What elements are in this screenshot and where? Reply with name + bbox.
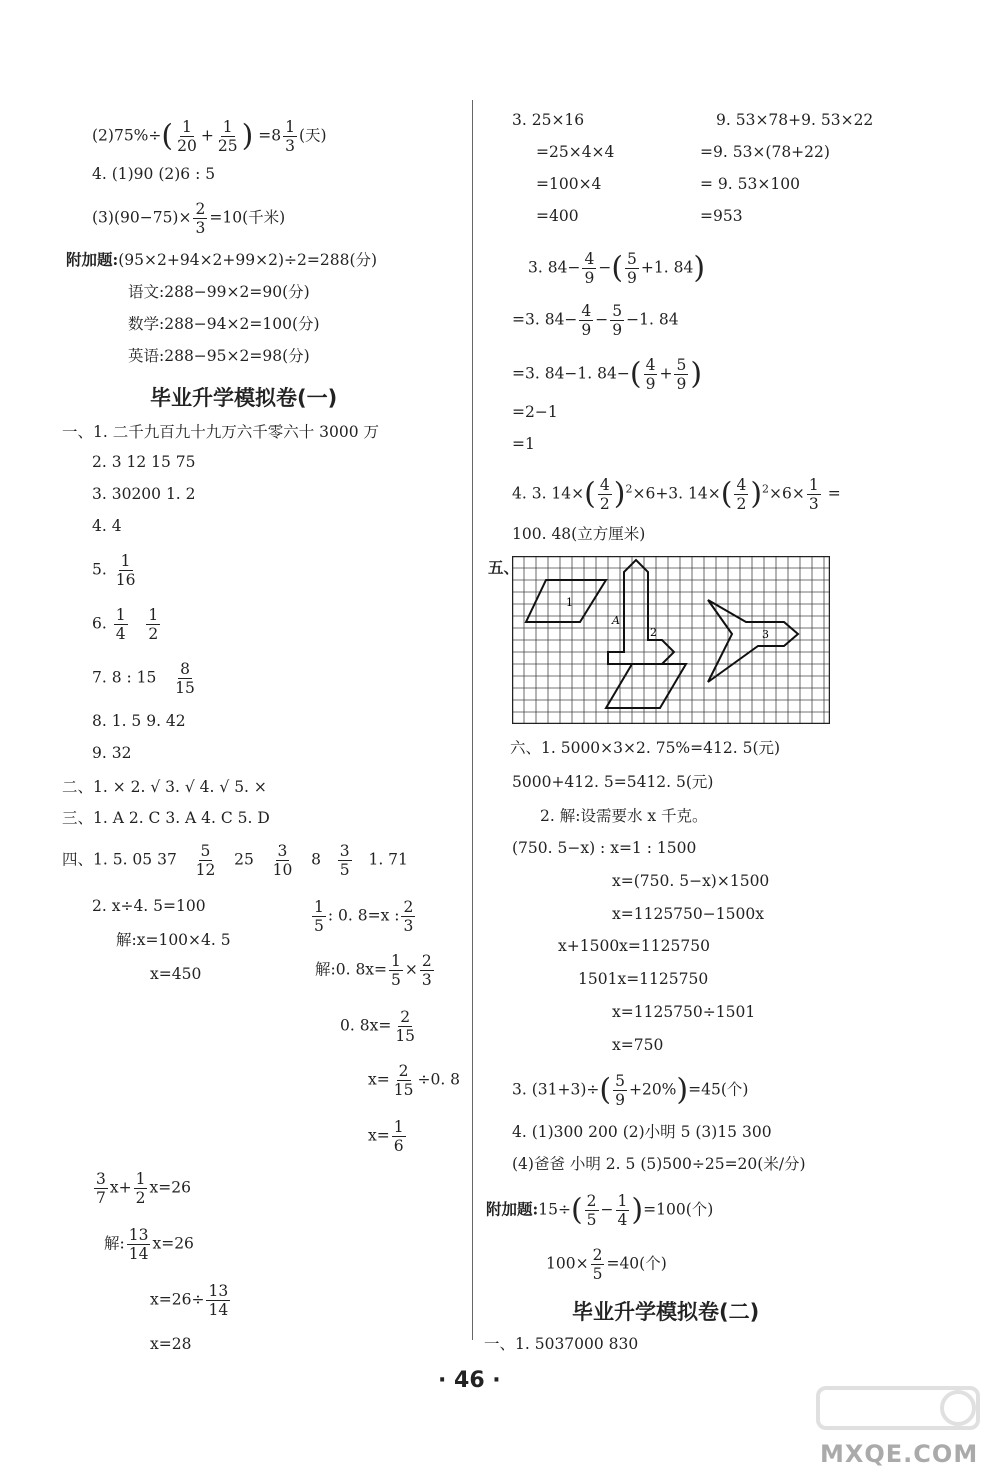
s-last-line: 一、1. 5037000 830	[484, 1335, 639, 1353]
page-number: · 46 ·	[438, 1368, 501, 1393]
r3-line-f: =9. 53×(78+22)	[700, 143, 830, 161]
r6-line: 100. 48(立方厘米)	[512, 525, 646, 543]
grid-figure	[512, 556, 830, 724]
s6-line-7: x+1500x=1125750	[558, 937, 710, 955]
s3-line: 三、1. A 2. C 3. A 4. C 5. D	[62, 809, 270, 827]
fujia-line-1: 附加题:(95×2+94×2+99×2)÷2=288(分)	[66, 250, 378, 269]
s1-item-6: 6. $\frac{1}{4}$ $\frac{1}{2}$	[92, 606, 159, 643]
s1-item-9: 9. 32	[92, 744, 132, 762]
grid-label-1: 1	[566, 596, 573, 609]
fujia2-line-2: 100× $\frac{2}{5}$ =40(个)	[546, 1246, 667, 1283]
eq2-line-e: x= $\frac{1}{6}$	[368, 1118, 404, 1155]
s6-line-12: 4. (1)300 200 (2)小明 5 (3)15 300	[512, 1123, 772, 1141]
s1-item-2: 2. 3 12 15 75	[92, 453, 196, 471]
s6-line-2: 5000+412. 5=5412. 5(元)	[512, 773, 714, 791]
s6-line-10: x=750	[612, 1036, 664, 1054]
eq2-line-a: $\frac{1}{5}$ : 0. 8=x : $\frac{2}{3}$	[314, 898, 414, 935]
grid-label-2: 2	[650, 626, 657, 639]
grid-lines	[512, 556, 830, 724]
left-line-2: 4. (1)90 (2)6 : 5	[92, 165, 216, 183]
r4-line-b: =3. 84− $\frac{4}{9}$ − $\frac{5}{9}$ −1. 84	[512, 302, 679, 339]
grid-label-3: 3	[762, 628, 769, 641]
section-5-label: 五、	[488, 558, 520, 577]
section-title-1: 毕业升学模拟卷(一)	[150, 386, 338, 410]
s6-line-13: (4)爸爸 小明 2. 5 (5)500÷25=20(米/分)	[512, 1155, 806, 1173]
eq2-line-d: x= $\frac{2}{15}$ ÷0. 8	[368, 1062, 461, 1099]
column-divider	[472, 100, 473, 1340]
s6-line-1: 六、1. 5000×3×2. 75%=412. 5(元)	[510, 739, 781, 757]
s4-line: 四、1. 5. 05 37 $\frac{5}{12}$ 25 $\frac{3}{10}$ 8 $\frac{3}{5}$ 1. 71	[62, 842, 408, 879]
r5-line: 4. 3. 14×( $\frac{4}{2}$ )$^2$×6+3. 14×( $\frac{4}{2}$ )$^2$×6× $\frac{1}{3}$ =	[512, 476, 841, 513]
r3-line-d: =400	[536, 207, 579, 225]
r4-line-a: 3. 84− $\frac{4}{9}$ −( $\frac{5}{9}$ +1. 84)	[528, 250, 706, 287]
r3-line-h: =953	[700, 207, 743, 225]
parallelogram-2	[606, 664, 686, 708]
arrow-shape-3	[708, 600, 798, 682]
s6-line-9: x=1125750÷1501	[612, 1003, 756, 1021]
eq3-line-d: x=28	[150, 1335, 192, 1353]
s6-line-6: x=1125750−1500x	[612, 905, 764, 923]
figure-shapes	[526, 560, 798, 708]
s1-item-3: 3. 30200 1. 2	[92, 485, 196, 503]
r4-line-d: =2−1	[512, 403, 558, 421]
eq2-line-b: 解:0. 8x= $\frac{1}{5}$ × $\frac{2}{3}$	[315, 952, 432, 989]
arrow-shape-2	[608, 560, 674, 664]
grid-label-A: A	[612, 614, 620, 627]
s1-item-7: 7. 8 : 15 $\frac{8}{15}$	[92, 660, 195, 697]
fujia-line-4: 英语:288−95×2=98(分)	[128, 347, 310, 365]
eq3-line-a: $\frac{3}{7}$ x+ $\frac{1}{2}$ x=26	[96, 1170, 191, 1207]
s1-item-4: 4. 4	[92, 517, 122, 535]
eq1-line-c: x=450	[150, 965, 202, 983]
fujia-line-2: 语文:288−99×2=90(分)	[128, 283, 310, 301]
fujia2-line-1: 附加题:15÷( $\frac{2}{5}$ − $\frac{1}{4}$ )=100(个)	[486, 1192, 714, 1229]
left-line-1: (2)75%÷( $\frac{1}{20}$ + $\frac{1}{25}$ ) =8 $\frac{1}{3}$ (天)	[92, 118, 327, 155]
s6-line-11: 3. (31+3)÷( $\frac{5}{9}$ +20%)=45(个)	[512, 1072, 749, 1109]
fujia-line-3: 数学:288−94×2=100(分)	[128, 315, 320, 333]
s6-line-4: (750. 5−x) : x=1 : 1500	[512, 839, 697, 857]
s1-item-5: 5. $\frac{1}{16}$	[92, 552, 136, 589]
s1-item-8: 8. 1. 5 9. 42	[92, 712, 186, 730]
eq1-line-b: 解:x=100×4. 5	[116, 931, 231, 949]
r3-line-g: = 9. 53×100	[700, 175, 800, 193]
s6-line-5: x=(750. 5−x)×1500	[612, 872, 770, 890]
r4-line-c: =3. 84−1. 84−( $\frac{4}{9}$ + $\frac{5}{9}$ )	[512, 356, 703, 393]
eq1-line-a: 2. x÷4. 5=100	[92, 897, 206, 915]
watermark-text: MXQE.COM	[820, 1440, 979, 1468]
s2-line: 二、1. × 2. √ 3. √ 4. √ 5. ×	[62, 778, 267, 796]
left-line-3: (3)(90−75)× $\frac{2}{3}$ =10(千米)	[92, 200, 286, 237]
s1-item-1: 一、1. 二千九百九十九万六千零六十 3000 万	[62, 423, 380, 441]
s6-line-3: 2. 解:设需要水 x 千克。	[540, 807, 708, 825]
eq3-line-c: x=26÷ $\frac{13}{14}$	[150, 1282, 229, 1319]
r3-line-a: 3. 25×16	[512, 111, 585, 129]
eq3-line-b: 解: $\frac{13}{14}$ x=26	[104, 1226, 194, 1263]
eq2-line-c: 0. 8x= $\frac{2}{15}$	[340, 1008, 416, 1045]
r3-line-b: =25×4×4	[536, 143, 615, 161]
r3-line-c: =100×4	[536, 175, 602, 193]
r3-line-e: 9. 53×78+9. 53×22	[716, 111, 874, 129]
r4-line-e: =1	[512, 435, 535, 453]
s6-line-8: 1501x=1125750	[578, 970, 709, 988]
section-title-2: 毕业升学模拟卷(二)	[572, 1300, 760, 1324]
